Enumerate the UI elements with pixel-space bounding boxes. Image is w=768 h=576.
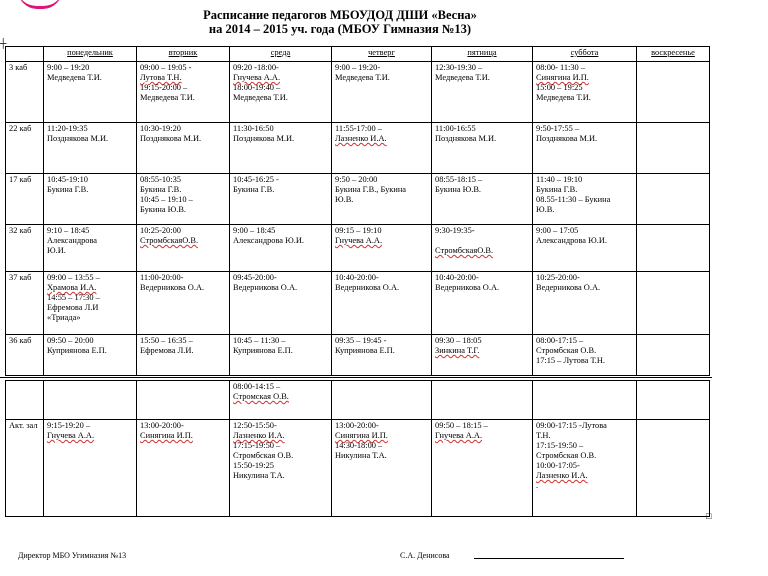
cell-line: Стромбская О.В. bbox=[233, 451, 294, 460]
day-header bbox=[137, 47, 230, 62]
schedule-cell bbox=[230, 381, 332, 420]
cell-line: 15:50 – 16:35 – bbox=[140, 336, 193, 345]
cell-line: 11:00-16:55 bbox=[435, 124, 476, 133]
day-header-label: вторник bbox=[168, 48, 198, 57]
cell-line: . bbox=[536, 481, 539, 490]
cell-line: Ведерникова О.А. bbox=[140, 283, 205, 292]
cell-line: Букина Ю.В. bbox=[435, 185, 482, 194]
cell-line: 9:30-19:35- bbox=[435, 226, 475, 235]
schedule-cell bbox=[230, 335, 332, 376]
day-header-label: среда bbox=[270, 48, 291, 57]
cell-line: Позднякова М.И. bbox=[233, 134, 295, 143]
cell-line: 08:55-10:35 bbox=[140, 175, 181, 184]
cell-line: 19:15-20:00 – bbox=[140, 83, 188, 92]
day-header bbox=[44, 47, 137, 62]
cell-line: 14:55 – 17:30 – bbox=[47, 293, 100, 302]
schedule-cell bbox=[432, 381, 533, 420]
schedule-cell bbox=[44, 272, 137, 335]
schedule-cell bbox=[44, 174, 137, 225]
schedule-cell bbox=[332, 123, 432, 174]
cell-line: Медведева Т.И. bbox=[233, 93, 288, 102]
cell-line: 12:30-19:30 – bbox=[435, 63, 483, 72]
room-label: 22 каб bbox=[6, 123, 44, 174]
cell-line: Ведерникова О.А. bbox=[536, 283, 601, 292]
cell-line: 10:25-20:00- bbox=[536, 273, 580, 282]
cell-line: 08:00-14:15 – bbox=[233, 382, 281, 391]
schedule-cell bbox=[637, 335, 710, 376]
cell-line: 09:30 – 18:05 bbox=[435, 336, 482, 345]
schedule-cell bbox=[137, 225, 230, 272]
schedule-cell bbox=[432, 420, 533, 517]
schedule-cell bbox=[637, 123, 710, 174]
schedule-cell bbox=[137, 123, 230, 174]
cell-line: 9:50-17:55 – bbox=[536, 124, 580, 133]
schedule-cell bbox=[637, 174, 710, 225]
day-header bbox=[432, 47, 533, 62]
cell-line: Гнучева А.А. bbox=[47, 431, 95, 440]
cell-line: 9:50 – 20:00 bbox=[335, 175, 378, 184]
cell-line: Медведева Т.И. bbox=[140, 93, 195, 102]
cell-line: 10:45-16:25 - bbox=[233, 175, 279, 184]
day-header-label: понедельник bbox=[67, 48, 113, 57]
cell-line: Ефремова Л.И bbox=[47, 303, 99, 312]
cell-line: 9:10 – 18:45 bbox=[47, 226, 90, 235]
cell-line: 09:00 – 13:55 – bbox=[47, 273, 100, 282]
day-header-label: пятница bbox=[467, 48, 497, 57]
cell-line: 10:45-19:10 bbox=[47, 175, 88, 184]
title-line-1: Расписание педагогов МБОУДОД ДШИ «Весна» bbox=[203, 8, 477, 22]
cell-line: Синягина И.П. bbox=[140, 431, 193, 440]
cell-line: 08.55-11:30 – Букина bbox=[536, 195, 611, 204]
schedule-cell bbox=[230, 225, 332, 272]
schedule-cell bbox=[332, 335, 432, 376]
footer-signature-name: С.А. Денисова bbox=[400, 551, 450, 560]
cell-line: 09:50 – 20:00 bbox=[47, 336, 94, 345]
schedule-cell bbox=[137, 335, 230, 376]
cell-line: 11:30-16:50 bbox=[233, 124, 274, 133]
schedule-cell bbox=[332, 225, 432, 272]
schedule-cell bbox=[44, 123, 137, 174]
schedule-cell bbox=[137, 420, 230, 517]
room-label: 3 каб bbox=[6, 62, 44, 123]
schedule-cell bbox=[432, 225, 533, 272]
cell-line: Позднякова М.И. bbox=[435, 134, 497, 143]
schedule-cell bbox=[230, 174, 332, 225]
cell-line: 09:50 – 18:15 – bbox=[435, 421, 488, 430]
cell-line: 14:30-18:00 – bbox=[335, 441, 383, 450]
cell-line: 18:00-19:40 – bbox=[233, 83, 281, 92]
schedule-cell bbox=[533, 225, 637, 272]
schedule-cell bbox=[44, 420, 137, 517]
schedule-cell bbox=[230, 272, 332, 335]
cell-line: Александрова Ю.И. bbox=[536, 236, 607, 245]
cell-line: 09:00 – 19:05 - bbox=[140, 63, 192, 72]
cell-line: Букина Ю.В. bbox=[140, 205, 187, 214]
schedule-cell bbox=[432, 62, 533, 123]
schedule-cell bbox=[533, 123, 637, 174]
cell-line: Лазненко И.А. bbox=[233, 431, 285, 440]
schedule-cell bbox=[44, 335, 137, 376]
schedule-cell bbox=[432, 335, 533, 376]
table-corner-mark: □ bbox=[706, 511, 712, 521]
cell-line: Стромская О.В. bbox=[233, 392, 289, 401]
schedule-row bbox=[6, 174, 710, 225]
room-label: 37 каб bbox=[6, 272, 44, 335]
cell-line: Храмова И.А. bbox=[47, 283, 97, 292]
room-label: Акт. зал bbox=[6, 420, 44, 517]
cell-line: 17:15 – Лутова Т.Н. bbox=[536, 356, 606, 365]
cell-line: СтромбскаяО.В. bbox=[435, 246, 494, 255]
schedule-cell bbox=[432, 123, 533, 174]
cell-line: 11:00-20:00- bbox=[140, 273, 184, 282]
cell-line: Гнучева А.А. bbox=[335, 236, 383, 245]
cell-line: Синягина И.П. bbox=[536, 73, 589, 82]
cell-line: Гнучева А.А. bbox=[233, 73, 281, 82]
schedule-table-lower bbox=[5, 380, 710, 517]
schedule-cell bbox=[637, 381, 710, 420]
cell-line: 12:50-15:50- bbox=[233, 421, 277, 430]
cell-line: Стромбская О.В. bbox=[536, 451, 597, 460]
footer-director: Директор МБО Угимназия №13 bbox=[18, 551, 127, 560]
cell-line: Синягина И.П. bbox=[335, 431, 388, 440]
cell-line: Медведева Т.И. bbox=[536, 93, 591, 102]
cell-line: 13:00-20:00- bbox=[335, 421, 379, 430]
cell-line: Букина Г.В. bbox=[140, 185, 182, 194]
cell-line: 9:00 – 17:05 bbox=[536, 226, 579, 235]
schedule-cell bbox=[137, 272, 230, 335]
cell-line: 11:20-19:35 bbox=[47, 124, 88, 133]
schedule-cell bbox=[137, 381, 230, 420]
cell-line: Букина Г.В. bbox=[233, 185, 275, 194]
schedule-cell bbox=[44, 381, 137, 420]
cell-line: Ведерникова О.А. bbox=[435, 283, 500, 292]
cell-line: 09:00-17:15 -Лутова bbox=[536, 421, 607, 430]
cell-line: Никулина Т.А. bbox=[335, 451, 387, 460]
day-header-label: воскресенье bbox=[651, 48, 695, 57]
cell-line: СтромбскаяО.В. bbox=[140, 236, 199, 245]
room-label: 32 каб bbox=[6, 225, 44, 272]
schedule-cell bbox=[230, 62, 332, 123]
cell-line: Ефремова Л.И. bbox=[140, 346, 194, 355]
day-header-label: суббота bbox=[570, 48, 599, 57]
day-header bbox=[230, 47, 332, 62]
schedule-cell bbox=[637, 62, 710, 123]
cell-line: 11:55-17:00 – bbox=[335, 124, 382, 133]
cell-line: Медведева Т.И. bbox=[47, 73, 102, 82]
schedule-cell bbox=[230, 420, 332, 517]
cell-line: 15:50-19:25 bbox=[233, 461, 274, 470]
schedule-cell bbox=[332, 420, 432, 517]
cell-line: 9:00 – 18:45 bbox=[233, 226, 276, 235]
cell-line: Александрова bbox=[47, 236, 98, 245]
cell-line: 11:40 – 19:10 bbox=[536, 175, 583, 184]
schedule-row bbox=[6, 225, 710, 272]
schedule-cell bbox=[533, 381, 637, 420]
cell-line: Ю.В. bbox=[335, 195, 354, 204]
cell-line: 10:00-17:05- bbox=[536, 461, 580, 470]
cell-line: Медведева Т.И. bbox=[435, 73, 490, 82]
day-header-label: четверг bbox=[368, 48, 395, 57]
cell-line: 09:15 – 19:10 bbox=[335, 226, 382, 235]
schedule-row bbox=[6, 335, 710, 376]
cell-line: Лутова Т.Н. bbox=[140, 73, 182, 82]
schedule-cell bbox=[533, 420, 637, 517]
schedule-row bbox=[6, 420, 710, 517]
cell-line: Букина Г.В. bbox=[536, 185, 578, 194]
schedule-cell bbox=[637, 420, 710, 517]
room-label: 17 каб bbox=[6, 174, 44, 225]
section-divider bbox=[0, 377, 712, 378]
schedule-row bbox=[6, 381, 710, 420]
day-header bbox=[637, 47, 710, 62]
cell-line: Стромбская О.В. bbox=[536, 346, 597, 355]
cell-line: 10:45 – 19:10 – bbox=[140, 195, 193, 204]
page-title bbox=[120, 8, 560, 36]
cell-line: Букина Г.В. bbox=[47, 185, 89, 194]
cell-line: 15:00 – 19:25 bbox=[536, 83, 583, 92]
cell-line: 10:25-20:00 bbox=[140, 226, 181, 235]
cell-line: Куприянова Е.П. bbox=[47, 346, 107, 355]
cell-line: Т.Н. bbox=[536, 431, 551, 440]
cell-line: 9:15-19:20 – bbox=[47, 421, 91, 430]
room-label: 36 каб bbox=[6, 335, 44, 376]
schedule-cell bbox=[533, 335, 637, 376]
cell-line: Позднякова М.И. bbox=[140, 134, 202, 143]
cell-line: Гнучева А.А. bbox=[435, 431, 483, 440]
day-header bbox=[332, 47, 432, 62]
cell-line: «Триада» bbox=[47, 313, 81, 322]
logo-decoration bbox=[18, 0, 62, 9]
schedule-cell bbox=[533, 174, 637, 225]
schedule-table-upper bbox=[5, 46, 710, 376]
cell-line: 9:00 – 19:20- bbox=[335, 63, 381, 72]
cell-line: 08:55-18:15 – bbox=[435, 175, 483, 184]
day-header-row bbox=[6, 47, 710, 62]
header-corner-cell bbox=[6, 47, 44, 62]
cell-line: Ведерникова О.А. bbox=[335, 283, 400, 292]
cell-line: Лазненко И.А. bbox=[536, 471, 588, 480]
room-label bbox=[6, 381, 44, 420]
schedule-cell bbox=[432, 174, 533, 225]
schedule-cell bbox=[533, 272, 637, 335]
cell-line: 09:20 -18:00- bbox=[233, 63, 279, 72]
schedule-row bbox=[6, 123, 710, 174]
cell-line: 09:35 – 19:45 - bbox=[335, 336, 387, 345]
cell-line: Александрова Ю.И. bbox=[233, 236, 304, 245]
cell-line: 10:40-20:00- bbox=[435, 273, 479, 282]
cell-line: Позднякова М.И. bbox=[47, 134, 109, 143]
table-corner-mark: ┼ bbox=[0, 38, 7, 48]
cell-line: 17:15-19:50 – bbox=[536, 441, 584, 450]
day-header bbox=[533, 47, 637, 62]
cell-line: Ю.В. bbox=[536, 205, 555, 214]
cell-line: Позднякова М.И. bbox=[536, 134, 598, 143]
cell-line: Медведева Т.И. bbox=[335, 73, 390, 82]
cell-line: Лазненко И.А. bbox=[335, 134, 387, 143]
cell-line: 17:15-19:50 – bbox=[233, 441, 281, 450]
schedule-cell bbox=[44, 62, 137, 123]
schedule-cell bbox=[637, 272, 710, 335]
schedule-cell bbox=[230, 123, 332, 174]
cell-line: Ведерникова О.А. bbox=[233, 283, 298, 292]
schedule-cell bbox=[332, 174, 432, 225]
cell-line bbox=[435, 236, 529, 246]
cell-line: 09:45-20:00- bbox=[233, 273, 277, 282]
schedule-cell bbox=[332, 62, 432, 123]
schedule-cell bbox=[44, 225, 137, 272]
schedule-cell bbox=[137, 174, 230, 225]
cell-line: 10:45 – 11:30 – bbox=[233, 336, 286, 345]
title-line-2: на 2014 – 2015 уч. года (МБОУ Гимназия №13) bbox=[208, 22, 472, 36]
schedule-cell bbox=[533, 62, 637, 123]
schedule-cell bbox=[432, 272, 533, 335]
cell-line: Ю.И. bbox=[47, 246, 66, 255]
cell-line: Никулина Т.А. bbox=[233, 471, 285, 480]
cell-line: Куприянова Е.П. bbox=[233, 346, 293, 355]
schedule-row bbox=[6, 62, 710, 123]
signature-line bbox=[474, 558, 624, 559]
cell-line: 9:00 – 19:20 bbox=[47, 63, 90, 72]
schedule-cell bbox=[137, 62, 230, 123]
cell-line: Зинкина Т.Г. bbox=[435, 346, 480, 355]
schedule-cell bbox=[332, 272, 432, 335]
cell-line: Куприянова Е.П. bbox=[335, 346, 395, 355]
cell-line: Букина Г.В., Букина bbox=[335, 185, 407, 194]
schedule-cell bbox=[332, 381, 432, 420]
cell-line: 10:40-20:00- bbox=[335, 273, 379, 282]
cell-line: 10:30-19:20 bbox=[140, 124, 181, 133]
cell-line: 08:00- 11:30 – bbox=[536, 63, 586, 72]
schedule-row bbox=[6, 272, 710, 335]
cell-line: 08:00-17:15 – bbox=[536, 336, 584, 345]
schedule-cell bbox=[637, 225, 710, 272]
cell-line: 13:00-20:00- bbox=[140, 421, 184, 430]
